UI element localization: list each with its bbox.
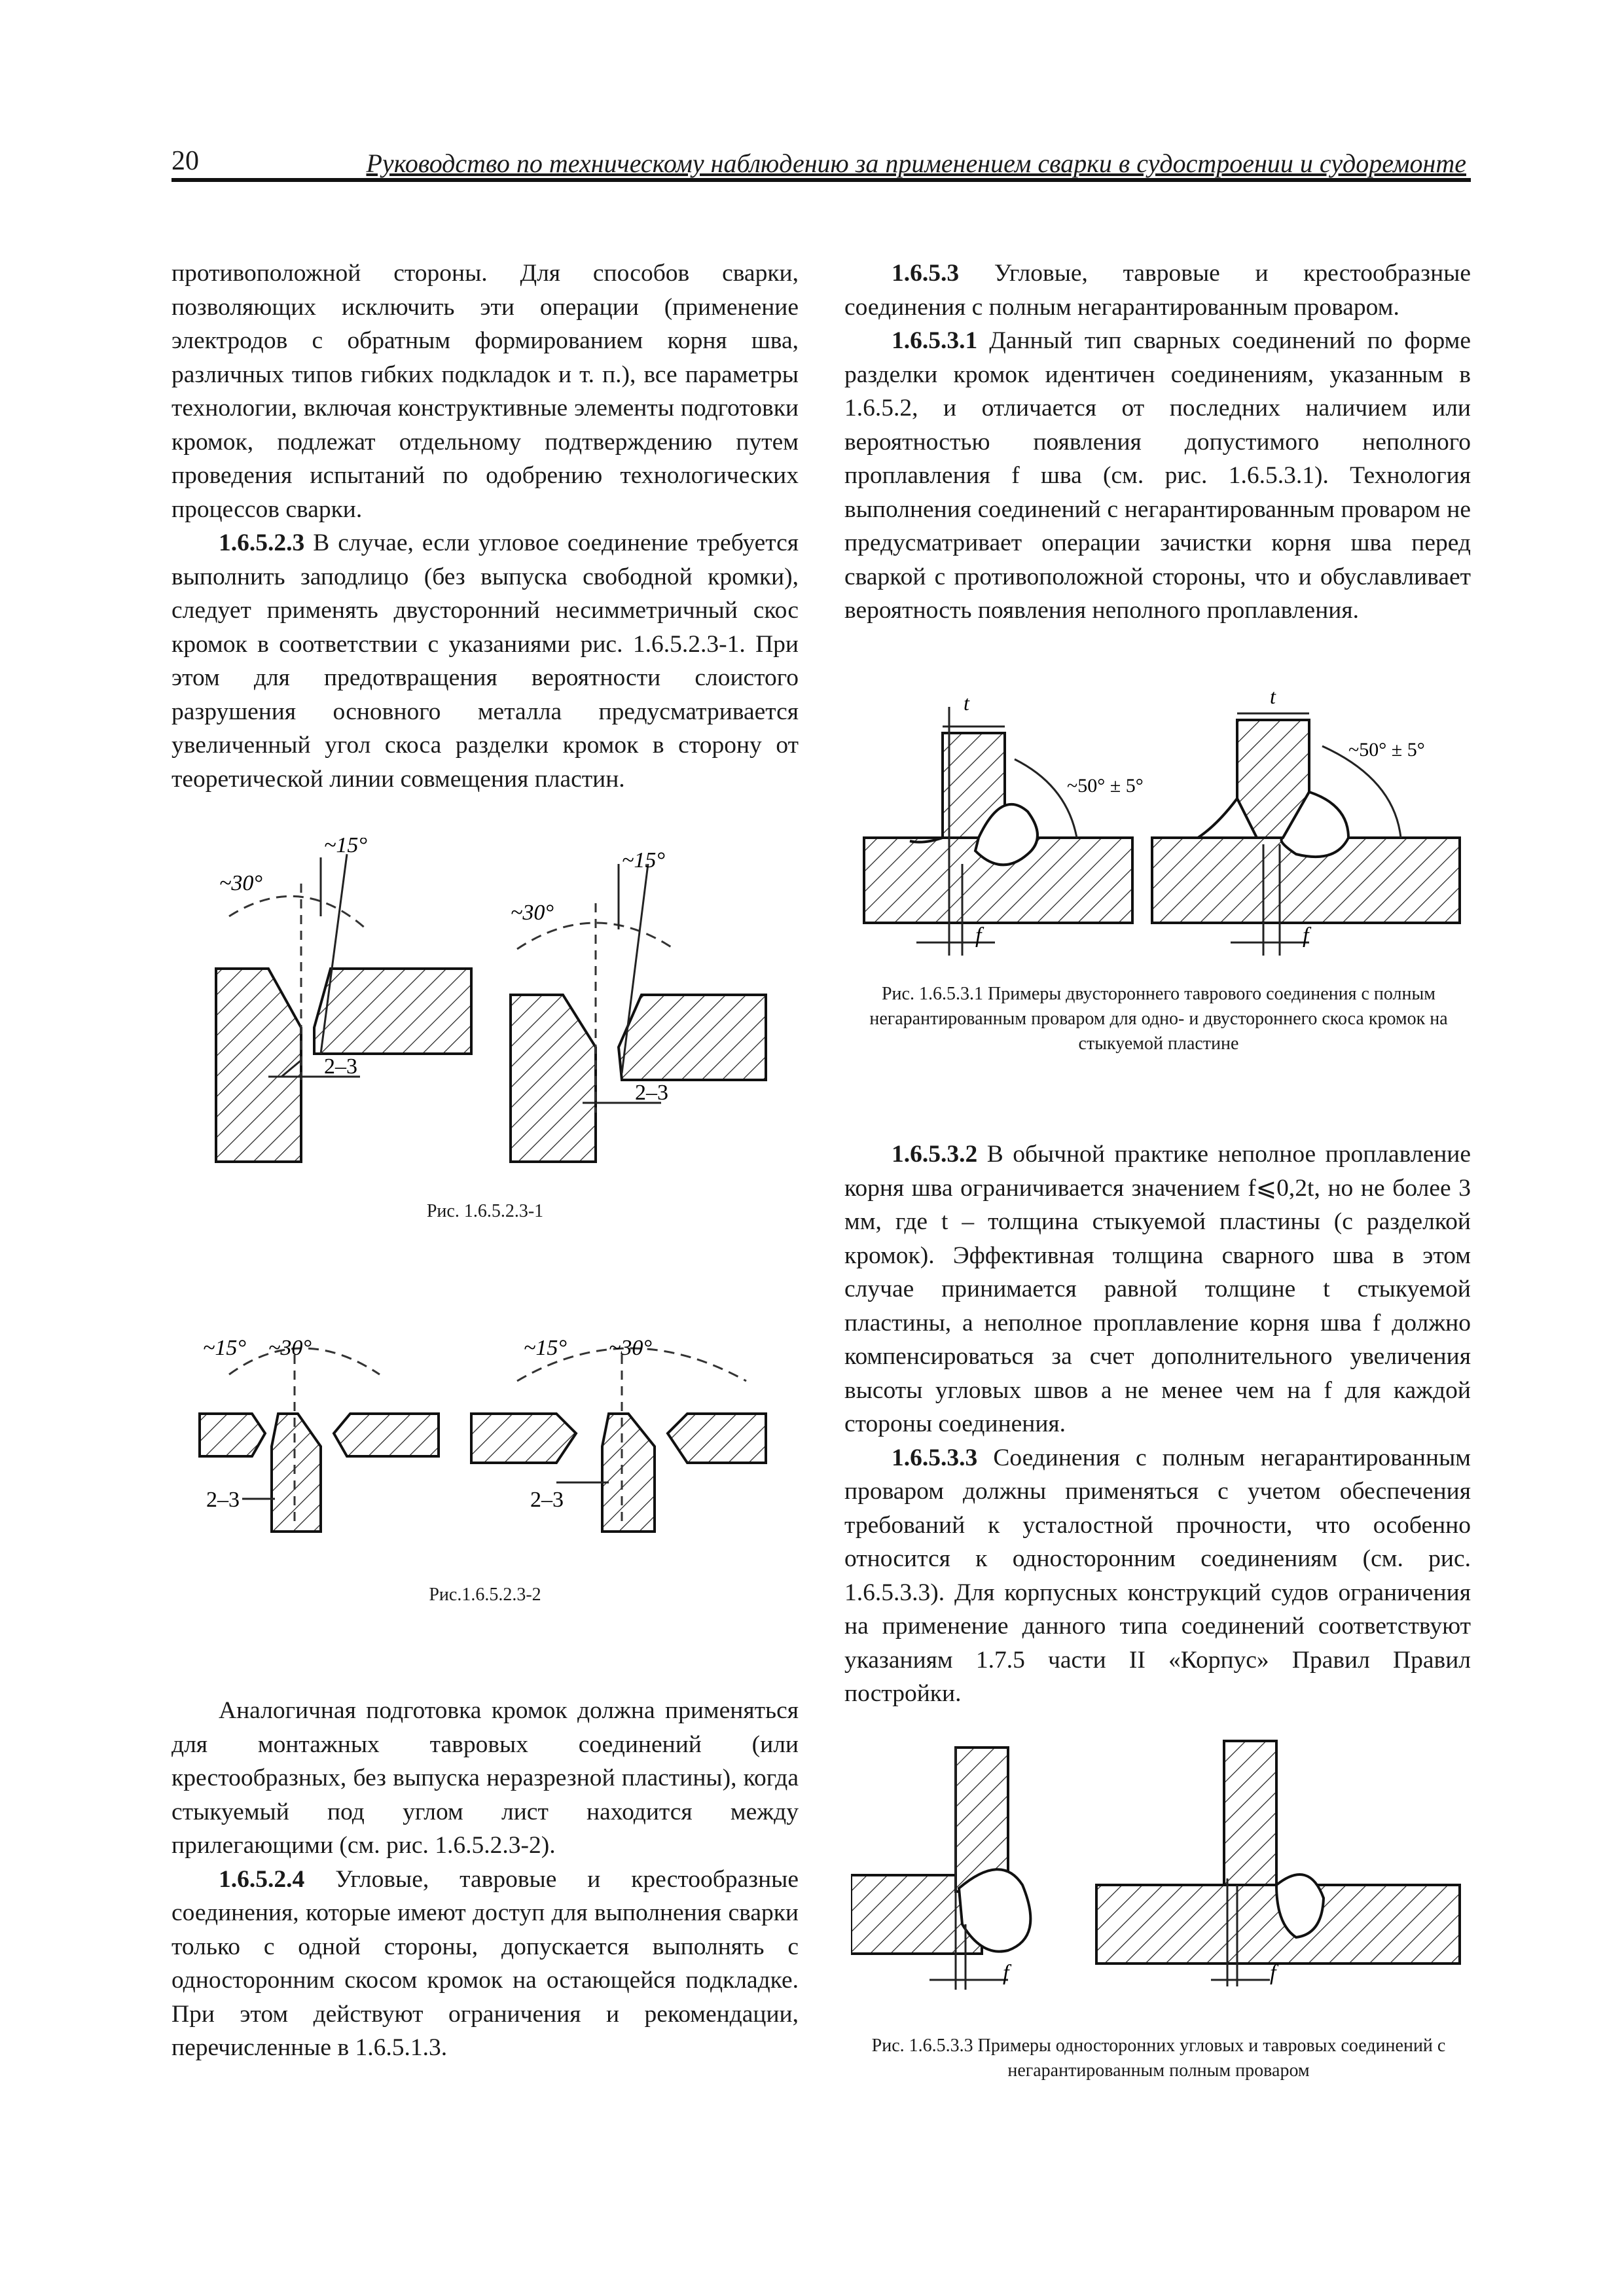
vertical-plate <box>602 1414 655 1532</box>
paragraph-1-6-5-3-2 <box>844 1138 1471 1441</box>
thickness-label: t <box>964 691 969 715</box>
paragraph: Аналогичная подготовка кромок должна применяться для монтажных тавровых соединений (или крестообразных, без выпуска неразрезной пластины), когда стыкуемый под углом лист находится между прилегающими (см. рис. 1.6.5.2.3-2). <box>171 1697 799 1859</box>
horizontal-plate <box>619 995 766 1080</box>
angle-label-30: ~30° <box>219 871 262 895</box>
paragraph-text: Соединения с полным негарантированным проваром должны применяться с учетом обеспечения требований к усталостной прочности, что особенно относится к односторонним соединениям (см. рис. 1.6.5.3.3). Для корпусных конструкций судов ограничения на применение данного типа соединений соответствуют указаниям 1.7.5 части II «Корпус» Правил Правил постройки. <box>844 1444 1471 1707</box>
paragraph-1-6-5-3-1 <box>844 324 1471 628</box>
gap-label: 2–3 <box>635 1081 668 1105</box>
horizontal-plate <box>314 969 471 1054</box>
paragraph-1-6-5-2-4 <box>171 1863 799 2065</box>
angle-label: ~50° ± 5° <box>1067 775 1144 797</box>
angle-label-15: ~15° <box>203 1336 246 1360</box>
angle-label-15: ~15° <box>524 1336 567 1360</box>
angle-label: ~50° ± 5° <box>1348 739 1425 761</box>
paragraph-text: Угловые, тавровые и крестообразные соединения, которые имеют доступ для выполнения сварки только с одной стороны, допускается выполнять с односторонним скосом кромок на остающейся подкладке. При этом действуют ограничения и рекомендации, перечисленные в 1.6.5.1.3. <box>171 1865 799 2061</box>
section-number: 1.6.5.3.1 <box>892 327 978 354</box>
paragraph-1-6-5-3 <box>844 257 1471 324</box>
section-number: 1.6.5.3.2 <box>892 1141 978 1168</box>
right-plate <box>668 1414 766 1463</box>
running-header: Руководство по техническому наблюдению за применением сварки в судостроении и судоремонте <box>366 149 1466 178</box>
paragraph: противоположной стороны. Для способов сварки, позволяющих исключить эти операции (применение электродов с обратным формированием корня шва, различных типов гибких подкладок и т. п.), все параметры технологии, включая конструктивные элементы подготовки кромок, подлежат отдельному подтверждению путем проведения испытаний по одобрению технологических процессов сварки. <box>171 260 799 523</box>
left-plate <box>471 1414 576 1463</box>
incomplete-penetration-label: f <box>1270 1961 1276 1985</box>
figure-caption: Рис. 1.6.5.2.3-1 <box>426 1201 544 1221</box>
dimension-arc <box>229 896 367 929</box>
paragraph-text: В случае, если угловое соединение требуется выполнить заподлицо (без выпуска свободной кромки), следует применять двусторонний несимметричный скос кромок в соответствии с указаниями рис. 1.6.5.2.3-1. При этом для предотвращения вероятности слоистого разрушения основного металла предусматривается увеличенный угол скоса разделки кромок в сторону от теоретической линии совмещения пластин. <box>171 529 799 793</box>
figure-1-6-5-2-3-2 <box>190 1329 779 1538</box>
angle-label-30: ~30° <box>609 1336 652 1360</box>
vertical-plate <box>1224 1741 1276 1885</box>
figure-caption: Рис. 1.6.5.3.1 Примеры двустороннего таврового соединения с полным негарантированным проваром для одно- и двустороннего скоса кромок на стыкуемой пластине <box>869 984 1448 1054</box>
section-number: 1.6.5.3 <box>892 260 960 287</box>
incomplete-penetration-label: f <box>1303 924 1309 948</box>
paragraph-text: Угловые, тавровые и крестообразные соединения с полным негарантированным проваром. <box>844 260 1471 321</box>
page-number: 20 <box>171 146 199 176</box>
figure-caption: Рис.1.6.5.2.3-2 <box>429 1585 541 1605</box>
figure-caption: Рис. 1.6.5.3.3 Примеры односторонних угловых и тавровых соединений с негарантированным полным проваром <box>871 2036 1446 2081</box>
header-rule <box>171 178 1471 182</box>
gap-label: 2–3 <box>206 1488 240 1512</box>
paragraph-1-6-5-3-3 <box>844 1441 1471 1711</box>
section-number: 1.6.5.3.3 <box>892 1444 978 1471</box>
section-number: 1.6.5.2.4 <box>219 1865 305 1893</box>
vertical-plate <box>511 995 596 1162</box>
incomplete-penetration-label: f <box>975 924 982 948</box>
paragraph-text: Данный тип сварных соединений по форме разделки кромок идентичен соединениям, указанным в 1.6.5.2, и отличается от последних наличием или вероятностью появления допустимого неполного проплавления f шва (см. рис. 1.6.5.3.1). Технология выполнения соединений с негарантированным проваром не предусматривает операции зачистки корня шва перед сваркой с противоположной стороны, что и обуславливает вероятность появления неполного проплавления. <box>844 327 1471 624</box>
left-column-bottom <box>171 1694 799 2065</box>
vertical-plate <box>272 1414 321 1532</box>
section-number: 1.6.5.2.3 <box>219 529 305 556</box>
thickness-label: t <box>1270 685 1276 708</box>
paragraph-1-6-5-2-3 <box>171 526 799 796</box>
angle-label-30: ~30° <box>511 901 554 925</box>
right-column-top <box>844 257 1471 628</box>
paragraph-text: В обычной практике неполное проплавление корня шва ограничивается значением f⩽0,2t, но не более 3 мм, где t – толщина стыкуемой пластины (с разделкой кромок). Эффективная толщина сварного шва в этом случае принимается равной толщине t стыкуемой пластины, а неполное проплавление корня шва f должно компенсироваться за счет дополнительного увеличения высоты угловых швов a не менее чем на f для каждой стороны соединения. <box>844 1141 1471 1437</box>
left-column-top <box>171 257 799 796</box>
vertical-plate <box>216 969 301 1162</box>
incomplete-penetration-label: f <box>1003 1961 1009 1985</box>
angle-label-15: ~15° <box>324 838 367 857</box>
gap-label: 2–3 <box>324 1054 357 1079</box>
right-plate <box>334 1414 439 1456</box>
figure-1-6-5-3-3 <box>851 1728 1466 2003</box>
gap-label: 2–3 <box>530 1488 564 1512</box>
figure-1-6-5-2-3-1 <box>190 838 779 1185</box>
angle-label-15: ~15° <box>622 848 665 872</box>
angle-label-30: ~30° <box>268 1336 312 1360</box>
right-column-bottom <box>844 1138 1471 1711</box>
left-plate <box>200 1414 265 1456</box>
figure-1-6-5-3-1 <box>851 681 1466 969</box>
